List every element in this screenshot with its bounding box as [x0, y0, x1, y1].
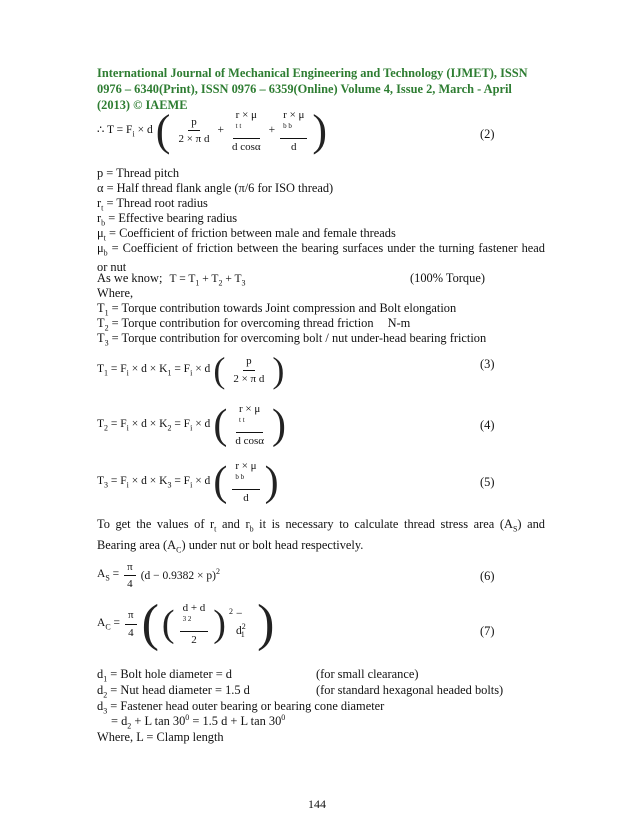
eq2-frac1-den: 2 × π d — [178, 133, 210, 146]
eq2-frac2-num: r × μ $^{t t}$ — [233, 108, 260, 139]
eq7-number: (7) — [480, 624, 495, 638]
eq7-inner-right-paren: ) — [213, 603, 226, 645]
def-thread-pitch: p = Thread pitch — [97, 166, 180, 180]
def-bearing-friction: $\mu_b$ = Coefficient of friction between the bearing surfaces under the turning fastener head or nut — [97, 241, 545, 274]
d1-definition: $d_1$ = Bolt hole diameter = d — [97, 667, 232, 684]
eq5-number: (5) — [480, 475, 495, 489]
eq6-number: (6) — [480, 569, 495, 583]
eq2-lhs-sub: i — [132, 128, 135, 138]
eq2-frac3-den: d — [291, 140, 297, 153]
eq4-right-paren: ) — [272, 401, 286, 448]
eq5-right-paren: ) — [264, 458, 279, 505]
def-bearing-radius: $r_b$ = Effective bearing radius — [97, 211, 238, 228]
stress-area-paragraph: To get the values of $r_t$ and $r_b$ it is necessary to calculate thread stress area $(A_S)$ and Bearing area $(A_C)$ under nut or bolt head respectively. — [97, 517, 545, 555]
as-we-know-line: As we know; $T = T_1 + T_2 + T_3$ — [97, 271, 246, 288]
eq3-right-paren: ) — [272, 350, 285, 390]
def-root-radius: $r_t$ = Thread root radius — [97, 196, 208, 213]
eq4-frac: r × μ $^{t t}$ d cosα — [235, 403, 264, 447]
eq2-frac1 — [175, 115, 212, 147]
eq2-plus-1: + — [217, 124, 224, 137]
eq2-plus-2: + — [268, 124, 276, 137]
def-flank-angle: α = Half thread flank angle (π/6 for ISO thread) — [97, 181, 334, 195]
eq3-frac: $\frac{p}{\text{2 × π d}}$ — [233, 355, 265, 385]
eq3-left-paren: ( — [213, 350, 226, 390]
eq5-frac: r × μ $^{b b}$ d — [232, 459, 259, 505]
t1-definition: $T_1$ = Torque contribution towards Joint compression and Bolt elongation — [97, 301, 457, 318]
eq2-right-paren: ) — [312, 105, 328, 155]
t2-definition: $T_2$ = Torque contribution for overcoming thread friction N-m — [97, 316, 411, 333]
eq6-body: (d − 0.9382 × p) — [140, 570, 216, 583]
eq2-frac3 — [280, 108, 307, 154]
equation-6: $A_S$ = $\frac{\pi}{4}$ $(d - 0.9382 \times p)^2$ — [97, 561, 220, 591]
eq2-frac2 — [229, 108, 264, 154]
eq7-outer-right-paren: ) — [257, 595, 275, 652]
equation-5: $T_3 = F_i \times d \times K_3 = F_i \times d$ ( r × μ $^{b b}$ d ) — [97, 458, 279, 505]
eq4-left-paren: ( — [213, 401, 228, 448]
eq2-lhs: ∴ T = F — [97, 123, 133, 136]
d2-note: (for standard hexagonal headed bolts) — [316, 683, 504, 697]
equation-4: $T_2 = F_i \times d \times K_2 = F_i \times d$ ( r × μ $^{t t}$ d cosα ) — [97, 401, 286, 448]
journal-header: International Journal of Mechanical Engineering and Technology (IJMET), ISSN 0976 – 6340(Print), ISSN 0976 – 6359(Online) Volume 4, Issue 2, March - April (2013) © IAEME — [97, 66, 528, 112]
eq2-frac3-num: r × μ $^{b b}$ — [280, 108, 307, 139]
eq6-frac: $\frac{\pi}{4}$ — [124, 560, 136, 592]
eq2-times-d: × d — [137, 124, 153, 137]
eq2-frac1-num: p — [188, 115, 200, 131]
clamp-length-definition: Where, L = Clamp length — [97, 730, 224, 744]
d2-definition: $d_2$ = Nut head diameter = 1.5 d — [97, 683, 250, 700]
eq3-number: (3) — [480, 357, 495, 371]
where-label: Where, — [97, 286, 134, 300]
t3-definition: $T_3$ = Torque contribution for overcoming bolt / nut under-head bearing friction — [97, 331, 487, 348]
eq4-number: (4) — [480, 418, 495, 432]
eq2-number: (2) — [480, 127, 495, 141]
page-number: 144 — [308, 797, 326, 811]
eq2-left-paren: ( — [155, 105, 171, 155]
d1-note: (for small clearance) — [316, 667, 419, 681]
d3-definition: $d_3$ = Fastener head outer bearing or bearing cone diameter — [97, 699, 385, 716]
eq7-inner-left-paren: ( — [161, 603, 175, 645]
eq5-left-paren: ( — [213, 458, 228, 505]
eq7-frac: $\frac{\pi}{4}$ — [125, 608, 137, 640]
full-torque-note: (100% Torque) — [410, 271, 485, 285]
def-thread-friction: $\mu_t$ = Coefficient of friction between male and female threads — [97, 226, 396, 243]
eq2-frac2-den: d cosα — [231, 140, 261, 153]
equation-7: $A_C$ = $\frac{\pi}{4}$ ( ( d + d $^{3 2}$ 2 ) $^2$ − $d^2_1$ ) — [97, 595, 275, 652]
eq7-inner-frac: d + d $^{3 2}$ 2 — [180, 601, 209, 647]
equation-2 — [97, 105, 328, 155]
equation-3: $T_1 = F_i \times d \times K_1 = F_i \times d$ ( $\frac{p}{\text{2 × π d}}$ ) — [97, 350, 285, 390]
d3-formula: = $d_2 + L$ $\tan 30^0 = 1.5$ d + L $\tan 30^0$ — [111, 713, 286, 731]
eq7-outer-left-paren: ( — [141, 595, 159, 652]
